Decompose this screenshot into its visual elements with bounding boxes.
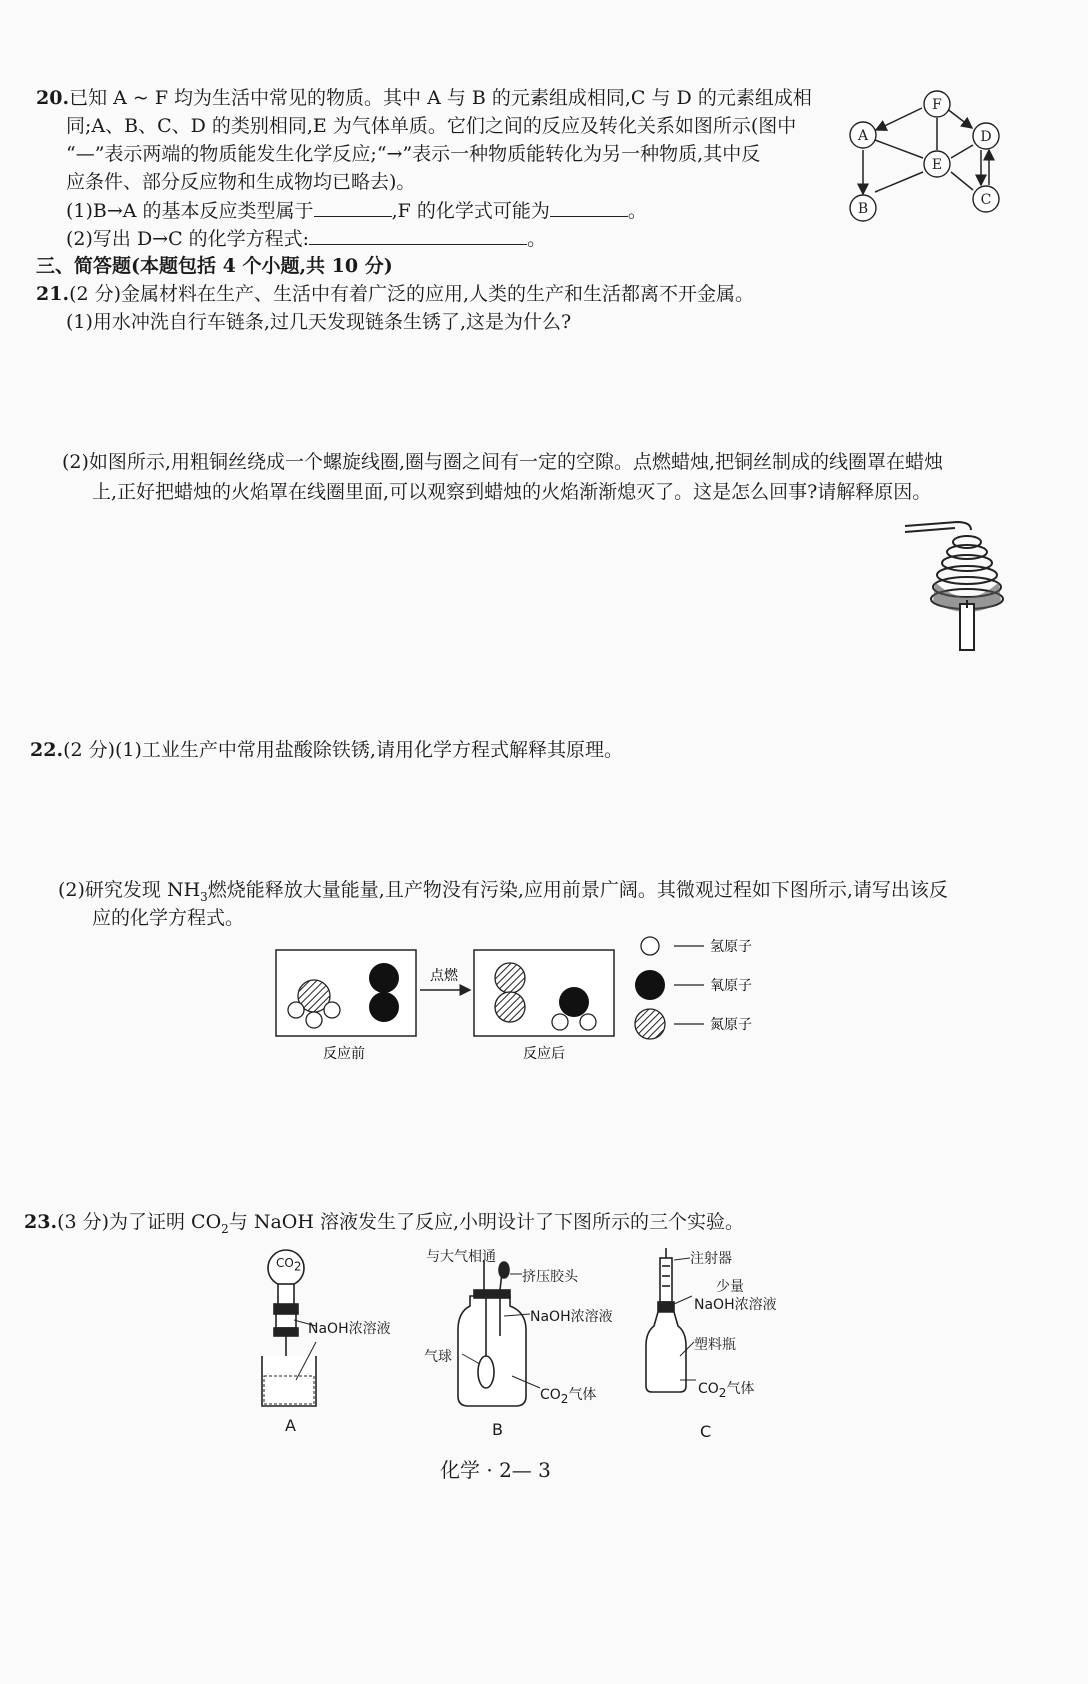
q20-label-d: D [980,129,992,145]
q23-a-co2-label: $CO_2$ [276,1256,302,1274]
q20-line2: 同;A、B、C、D 的类别相同,E 为气体单质。它们之间的反应及转化关系如图所示(图中 [66,115,797,137]
q20-number: 20. [36,87,70,109]
q22-before-box [276,950,416,1036]
q23-c-bottle-label: 塑料瓶 [694,1337,736,1353]
q22-after-label: 反应后 [523,1046,565,1062]
q22-part1: 22.(2 分)(1)工业生产中常用盐酸除铁锈,请用化学方程式解释其原理。 [30,739,623,761]
q23-b-co2-label: $CO_2$气体 [540,1387,597,1406]
q23-b-squeeze-label: 挤压胶头 [522,1269,578,1285]
q20-line1: 20.已知 A ~ F 均为生活中常见的物质。其中 A 与 B 的元素组成相同,C 与 D 的元素组成相 [36,87,812,109]
q21-intro: 21.(2 分)金属材料在生产、生活中有着广泛的应用,人类的生产和生活都离不开金属。 [36,283,755,305]
q20-blank-equation[interactable] [309,224,527,245]
q22-part2-line1: (2)研究发现 $NH_3$燃烧能释放大量能量,且产物没有污染,应用前景广阔。其微观过程如下图所示,请写出该反 [58,879,948,904]
q23-a-naoh-label: NaOH浓溶液 [308,1321,391,1337]
q23-c-label: C [700,1422,712,1441]
q23-b-balloon-label: 气球 [424,1349,452,1365]
q23-b-atm-label: 与大气相通 [426,1249,496,1265]
q23-c-small-label: 少量 [716,1279,744,1295]
q20-label-a: A [857,128,869,144]
q21-part2-line2: 上,正好把蜡烛的火焰罩在线圈里面,可以观察到蜡烛的火焰渐渐熄灭了。这是怎么回事?请解释原因。 [92,481,932,503]
q22-before-label: 反应前 [323,1046,365,1062]
q22-part2-line2: 应的化学方程式。 [92,907,245,929]
q23-c-syringe-label: 注射器 [690,1251,732,1267]
q22-micro-process-figure [276,939,816,1062]
q23-text: 23.(3 分)为了证明 $CO_2$与 NaOH 溶液发生了反应,小明设计了下图所示的三个实验。 [24,1211,745,1236]
q20-line4: 应条件、部分反应物和生成物均已略去)。 [66,171,416,193]
q22-number: 22. [30,739,64,761]
q20-label-e: E [931,157,943,173]
q23-c-co2-label: $CO_2$气体 [698,1381,755,1400]
q23-b-label: B [492,1420,503,1439]
q22-legend-o: 氧原子 [710,978,752,994]
q20-label-b: B [857,201,869,217]
q23-c-naoh-label: NaOH浓溶液 [694,1297,777,1313]
q23-a-label: A [285,1416,296,1435]
q22-arrow-label: 点燃 [430,968,458,984]
q21-number: 21. [36,283,70,305]
q21-coil-candle-figure [905,512,1015,652]
page-footer: 化学 · 2— 3 [440,1458,551,1482]
q23-number: 23. [24,1211,58,1233]
q20-blank-reaction-type[interactable] [314,196,392,217]
q20-line3: “—”表示两端的物质能发生化学反应;“→”表示一种物质能转化为另一种物质,其中反 [66,143,761,165]
q20-label-f: F [932,97,942,113]
section3-heading: 三、简答题(本题包括 4 个小题,共 10 分) [36,255,393,277]
q20-sub1: (1)B→A 的基本反应类型属于 ,F 的化学式可能为 。 [66,196,647,225]
q20-relation-diagram [840,88,1040,228]
q20-blank-f-formula[interactable] [550,196,628,217]
q21-part2-line1: (2)如图所示,用粗铜丝绕成一个螺旋线圈,圈与圈之间有一定的空隙。点燃蜡烛,把铜丝制成的线圈罩在蜡烛 [62,451,944,473]
q23-b-naoh-label: NaOH浓溶液 [530,1309,613,1325]
q21-part1: (1)用水冲洗自行车链条,过几天发现链条生锈了,这是为什么? [66,311,572,333]
q20-label-c: C [980,192,992,208]
q22-legend-n: 氮原子 [710,1017,752,1033]
q22-legend-h: 氢原子 [710,939,752,955]
q20-sub2: (2)写出 D→C 的化学方程式: 。 [66,224,546,253]
